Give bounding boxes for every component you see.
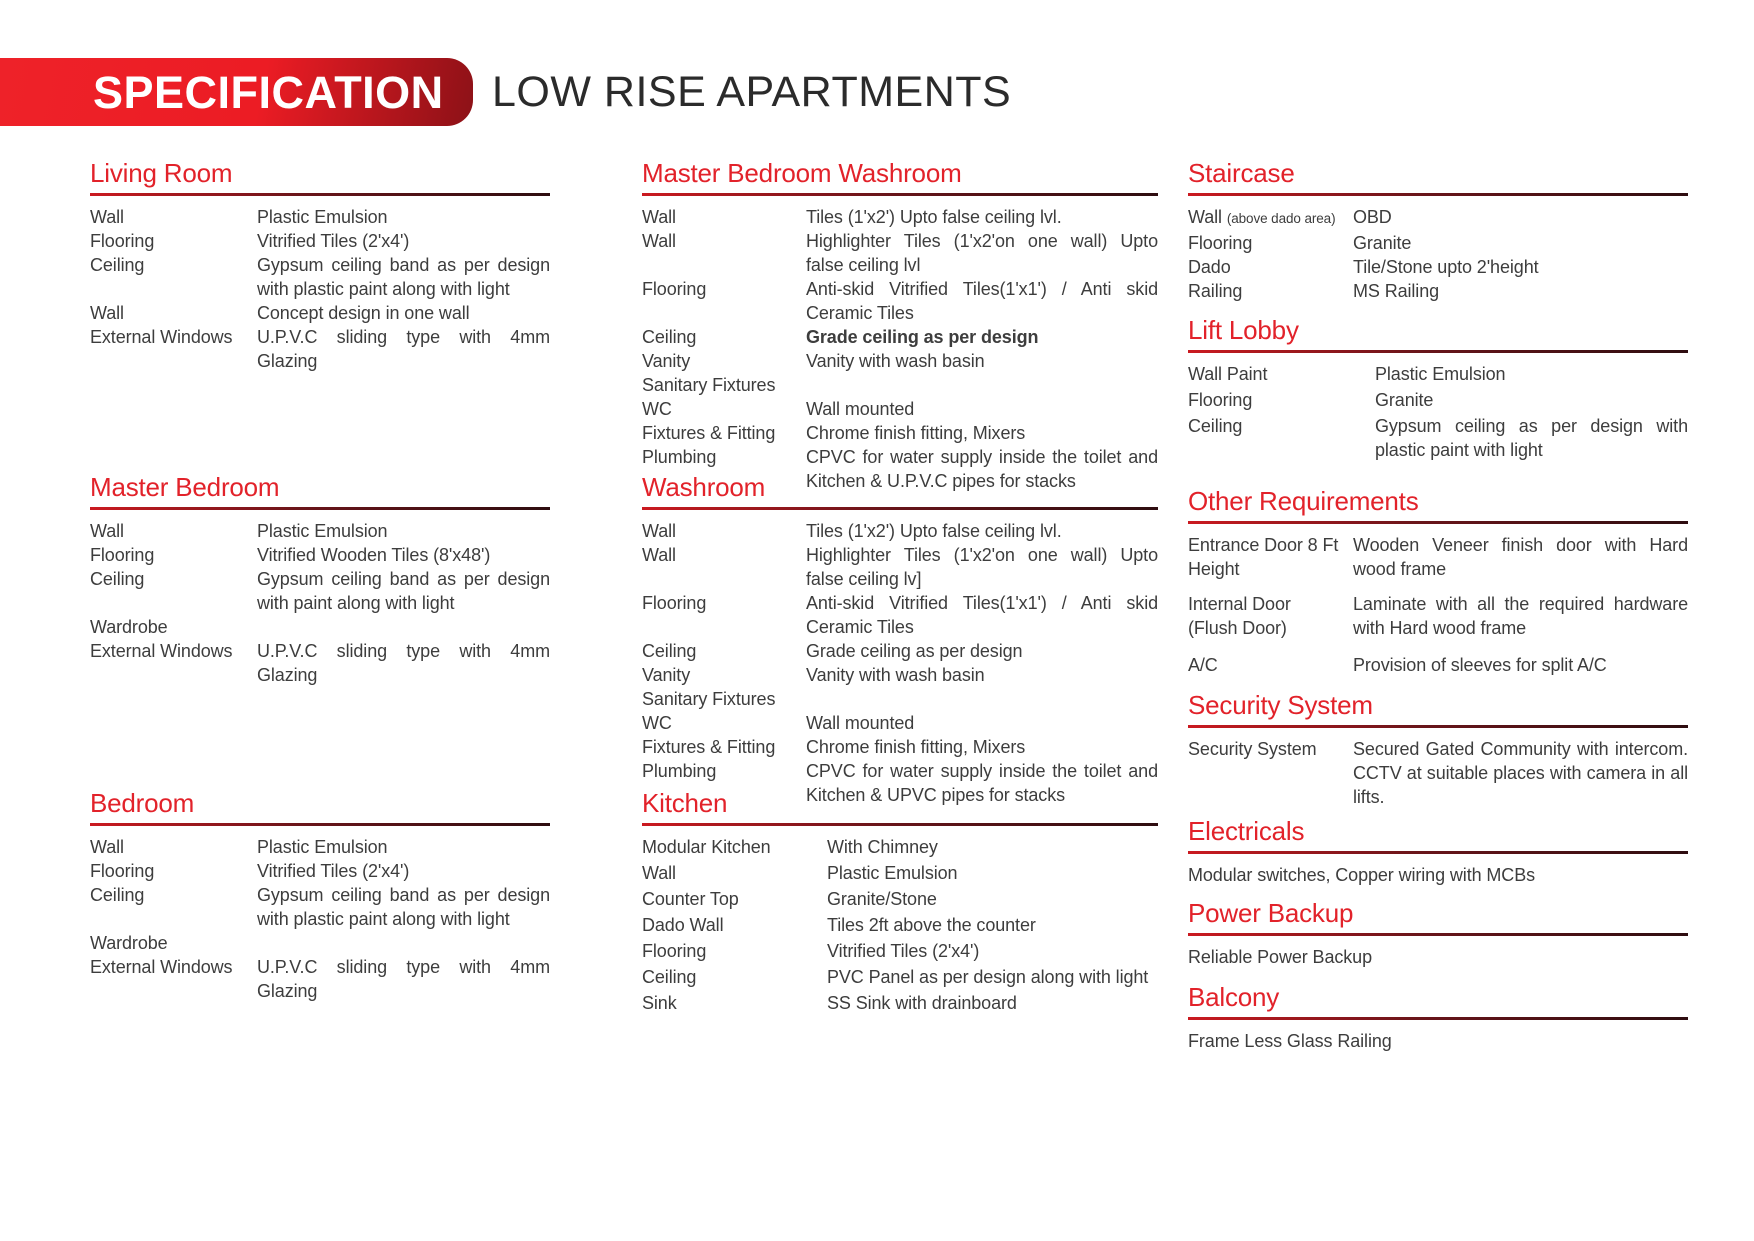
section-rows <box>642 519 1158 807</box>
spec-row <box>90 639 550 687</box>
spec-value: Plastic Emulsion <box>257 521 388 541</box>
section-rule <box>1188 933 1688 936</box>
section-title: Washroom <box>642 472 766 502</box>
spec-value: Plastic Emulsion <box>827 863 958 883</box>
section-rows <box>90 519 550 687</box>
spec-value: Vanity with wash basin <box>806 665 985 685</box>
spec-label: External Windows <box>90 327 233 347</box>
spec-row <box>90 229 550 253</box>
spec-label: Security System <box>1188 739 1317 759</box>
section-title: Power Backup <box>1188 898 1354 928</box>
spec-label: Ceiling <box>642 967 697 987</box>
spec-label: Ceiling <box>642 641 697 661</box>
section-rule <box>1188 851 1688 854</box>
spec-value <box>257 931 550 955</box>
section-security-system <box>1188 690 1688 809</box>
section-rows <box>90 205 550 373</box>
spec-label: Flooring <box>642 941 707 961</box>
spec-row <box>1188 279 1688 303</box>
spec-row <box>90 205 550 229</box>
spec-label: Dado Wall <box>642 915 724 935</box>
section-kitchen <box>642 788 1158 1017</box>
spec-value: Tiles (1'x2') Upto false ceiling lvl. <box>806 521 1062 541</box>
spec-label-note: (above dado area) <box>1226 211 1336 226</box>
spec-label: Sink <box>642 993 677 1013</box>
spec-value: Granite <box>1353 233 1412 253</box>
spec-label: Counter Top <box>642 889 739 909</box>
spec-label: Internal Door (Flush Door) <box>1188 594 1291 638</box>
spec-value <box>806 687 1158 711</box>
spec-label: Ceiling <box>90 255 145 275</box>
spec-value: Vitrified Tiles (2'x4') <box>827 941 980 961</box>
spec-row <box>642 349 1158 373</box>
spec-label: WC <box>642 399 672 419</box>
section-washroom <box>642 472 1158 807</box>
section-rule <box>642 507 1158 510</box>
section-title: Living Room <box>90 158 233 188</box>
section-balcony <box>1188 982 1688 1053</box>
spec-value <box>257 615 550 639</box>
section-title: Security System <box>1188 690 1373 720</box>
spec-row <box>642 639 1158 663</box>
spec-value: Tile/Stone upto 2'height <box>1353 257 1539 277</box>
section-title: Master Bedroom <box>90 472 280 502</box>
section-title: Lift Lobby <box>1188 315 1299 345</box>
section-rule <box>1188 521 1688 524</box>
spec-value <box>806 373 1158 397</box>
spec-value: Gypsum ceiling band as per design with plastic paint along with light <box>257 255 550 299</box>
section-title: Balcony <box>1188 982 1280 1012</box>
spec-label: External Windows <box>90 957 233 977</box>
spec-row <box>1188 737 1688 809</box>
page-title: LOW RISE APARTMENTS <box>492 67 1012 116</box>
section-rule <box>90 823 550 826</box>
spec-value: Gypsum ceiling as per design with plastic paint with light <box>1375 416 1688 460</box>
spec-label: Wall <box>90 837 124 857</box>
spec-label: Wall <box>642 231 676 251</box>
spec-label: Railing <box>1188 281 1243 301</box>
spec-row <box>642 519 1158 543</box>
section-rule <box>1188 725 1688 728</box>
section-title: Master Bedroom Washroom <box>642 158 962 188</box>
spec-label: Ceiling <box>1188 416 1243 436</box>
spec-value: Tiles (1'x2') Upto false ceiling lvl. <box>806 207 1062 227</box>
spec-value: Highlighter Tiles (1'x2'on one wall) Upto false ceiling lvl <box>806 231 1158 275</box>
spec-row <box>90 835 550 859</box>
badge-label: SPECIFICATION <box>93 66 444 118</box>
spec-value: CPVC for water supply inside the toilet and Kitchen & UPVC pipes for stacks <box>806 761 1158 805</box>
section-rows <box>642 835 1158 1015</box>
spec-row <box>642 687 1158 711</box>
spec-row <box>642 421 1158 445</box>
spec-row <box>90 301 550 325</box>
spec-row <box>642 373 1158 397</box>
spec-label: Vanity <box>642 665 691 685</box>
spec-label: Flooring <box>90 231 155 251</box>
spec-value: SS Sink with drainboard <box>827 993 1017 1013</box>
spec-value: Granite <box>1375 390 1434 410</box>
spec-row <box>1188 592 1688 640</box>
spec-value: Highlighter Tiles (1'x2'on one wall) Upto false ceiling lv] <box>806 545 1158 589</box>
spec-value: Wall mounted <box>806 399 915 419</box>
spec-row <box>90 859 550 883</box>
spec-label: Flooring <box>1188 390 1253 410</box>
spec-value: U.P.V.C sliding type with 4mm Glazing <box>257 327 550 371</box>
spec-row <box>642 965 1158 989</box>
spec-label-main: Wall <box>1188 207 1222 227</box>
spec-value: Vitrified Tiles (2'x4') <box>257 861 410 881</box>
spec-row <box>1188 255 1688 279</box>
spec-row <box>90 615 550 639</box>
spec-value: Anti-skid Vitrified Tiles(1'x1') / Anti skid Ceramic Tiles <box>806 593 1158 637</box>
spec-row <box>90 931 550 955</box>
spec-value: Wall mounted <box>806 713 915 733</box>
spec-value: Vitrified Wooden Tiles (8'x48') <box>257 545 491 565</box>
section-title: Staircase <box>1188 158 1295 188</box>
spec-label: Ceiling <box>642 327 697 347</box>
spec-value: Granite/Stone <box>827 889 937 909</box>
specification-badge <box>0 58 473 126</box>
spec-label: Wall Paint <box>1188 364 1268 384</box>
spec-label: Flooring <box>90 861 155 881</box>
spec-label: Wall <box>90 303 124 323</box>
spec-row <box>1188 533 1688 581</box>
spec-row <box>642 277 1158 325</box>
spec-value: Vanity with wash basin <box>806 351 985 371</box>
spec-value: Plastic Emulsion <box>1375 364 1506 384</box>
section-title: Electricals <box>1188 816 1305 846</box>
spec-row <box>1188 653 1688 677</box>
spec-value: U.P.V.C sliding type with 4mm Glazing <box>257 957 550 1001</box>
spec-value: Wooden Veneer finish door with Hard wood frame <box>1353 535 1688 579</box>
spec-label: Sanitary Fixtures <box>642 375 776 395</box>
spec-label: Wall <box>642 207 676 227</box>
spec-row <box>90 519 550 543</box>
spec-row <box>1188 362 1688 386</box>
spec-row <box>642 861 1158 885</box>
spec-value: PVC Panel as per design along with light <box>827 967 1149 987</box>
spec-row <box>1188 205 1688 231</box>
spec-label: Fixtures & Fitting <box>642 423 776 443</box>
spec-row <box>642 325 1158 349</box>
section-rows <box>90 835 550 1003</box>
section-title: Bedroom <box>90 788 195 818</box>
spec-row <box>90 253 550 301</box>
spec-value: Gypsum ceiling band as per design with plastic paint along with light <box>257 885 550 929</box>
spec-value: Provision of sleeves for split A/C <box>1353 655 1607 675</box>
section-text: Reliable Power Backup <box>1188 947 1372 967</box>
spec-label: Flooring <box>642 593 707 613</box>
spec-value: Plastic Emulsion <box>257 207 388 227</box>
spec-label: Ceiling <box>90 569 145 589</box>
section-master-bedroom-washroom <box>642 158 1158 493</box>
spec-label: Modular Kitchen <box>642 837 771 857</box>
section-rule <box>1188 1017 1688 1020</box>
spec-row <box>642 591 1158 639</box>
section-bedroom <box>90 788 550 1003</box>
spec-value: CPVC for water supply inside the toilet and Kitchen & U.P.V.C pipes for stacks <box>806 447 1158 491</box>
section-rows <box>642 205 1158 493</box>
spec-label: Flooring <box>642 279 707 299</box>
spec-row <box>642 735 1158 759</box>
spec-value: Chrome finish fitting, Mixers <box>806 423 1026 443</box>
spec-label: Wall <box>90 207 124 227</box>
section-rows <box>1188 533 1688 677</box>
spec-label <box>1188 205 1353 231</box>
spec-row <box>90 883 550 931</box>
spec-value: Grade ceiling as per design <box>806 327 1039 347</box>
section-rows <box>1188 737 1688 809</box>
section-lift-lobby <box>1188 315 1688 464</box>
spec-label: Fixtures & Fitting <box>642 737 776 757</box>
spec-label: Wall <box>642 545 676 565</box>
spec-row <box>90 543 550 567</box>
spec-label: A/C <box>1188 655 1218 675</box>
spec-row <box>642 229 1158 277</box>
spec-label: WC <box>642 713 672 733</box>
spec-label: Plumbing <box>642 761 717 781</box>
section-rule <box>90 507 550 510</box>
section-title: Other Requirements <box>1188 486 1419 516</box>
spec-label: Vanity <box>642 351 691 371</box>
spec-row <box>642 543 1158 591</box>
spec-value: Secured Gated Community with intercom. CCTV at suitable places with camera in all lifts. <box>1353 739 1688 807</box>
spec-label: External Windows <box>90 641 233 661</box>
section-rule <box>1188 350 1688 353</box>
section-rows <box>1188 362 1688 462</box>
spec-value: Chrome finish fitting, Mixers <box>806 737 1026 757</box>
section-title: Kitchen <box>642 788 728 818</box>
spec-value: Tiles 2ft above the counter <box>827 915 1036 935</box>
section-power-backup <box>1188 898 1688 969</box>
spec-value: With Chimney <box>827 837 938 857</box>
spec-value: U.P.V.C sliding type with 4mm Glazing <box>257 641 550 685</box>
section-rule <box>642 193 1158 196</box>
spec-label: Sanitary Fixtures <box>642 689 776 709</box>
spec-row <box>642 711 1158 735</box>
spec-value: Vitrified Tiles (2'x4') <box>257 231 410 251</box>
spec-row <box>642 887 1158 911</box>
spec-value: Concept design in one wall <box>257 303 470 323</box>
spec-row <box>1188 388 1688 412</box>
spec-row <box>642 991 1158 1015</box>
spec-label: Wardrobe <box>90 933 168 953</box>
spec-label: Wall <box>642 521 676 541</box>
spec-value: Laminate with all the required hardware with Hard wood frame <box>1353 594 1688 638</box>
section-staircase <box>1188 158 1688 303</box>
spec-row <box>90 955 550 1003</box>
spec-value: Plastic Emulsion <box>257 837 388 857</box>
section-other-requirements <box>1188 486 1688 688</box>
section-rule <box>642 823 1158 826</box>
section-living-room <box>90 158 550 373</box>
spec-row <box>90 325 550 373</box>
spec-value: Gypsum ceiling band as per design with paint along with light <box>257 569 550 613</box>
spec-row <box>642 913 1158 937</box>
spec-label: Wall <box>642 863 676 883</box>
spec-row <box>642 205 1158 229</box>
spec-value: MS Railing <box>1353 281 1440 301</box>
spec-row <box>642 835 1158 859</box>
section-master-bedroom <box>90 472 550 687</box>
spec-row <box>642 397 1158 421</box>
spec-label: Flooring <box>90 545 155 565</box>
section-electricals <box>1188 816 1688 887</box>
section-text: Frame Less Glass Railing <box>1188 1031 1392 1051</box>
spec-row <box>1188 414 1688 462</box>
spec-value: Anti-skid Vitrified Tiles(1'x1') / Anti skid Ceramic Tiles <box>806 279 1158 323</box>
section-text: Modular switches, Copper wiring with MCBs <box>1188 865 1536 885</box>
spec-label: Ceiling <box>90 885 145 905</box>
spec-label: Plumbing <box>642 447 717 467</box>
spec-value: Grade ceiling as per design <box>806 641 1023 661</box>
section-rule <box>90 193 550 196</box>
section-rule <box>1188 193 1688 196</box>
spec-row <box>90 567 550 615</box>
spec-row <box>1188 231 1688 255</box>
spec-label: Entrance Door 8 Ft Height <box>1188 535 1339 579</box>
spec-row <box>642 939 1158 963</box>
spec-label: Wardrobe <box>90 617 168 637</box>
spec-label: Dado <box>1188 257 1231 277</box>
spec-label: Flooring <box>1188 233 1253 253</box>
spec-row <box>642 663 1158 687</box>
spec-label: Wall <box>90 521 124 541</box>
spec-value: OBD <box>1353 207 1392 227</box>
section-rows <box>1188 205 1688 303</box>
